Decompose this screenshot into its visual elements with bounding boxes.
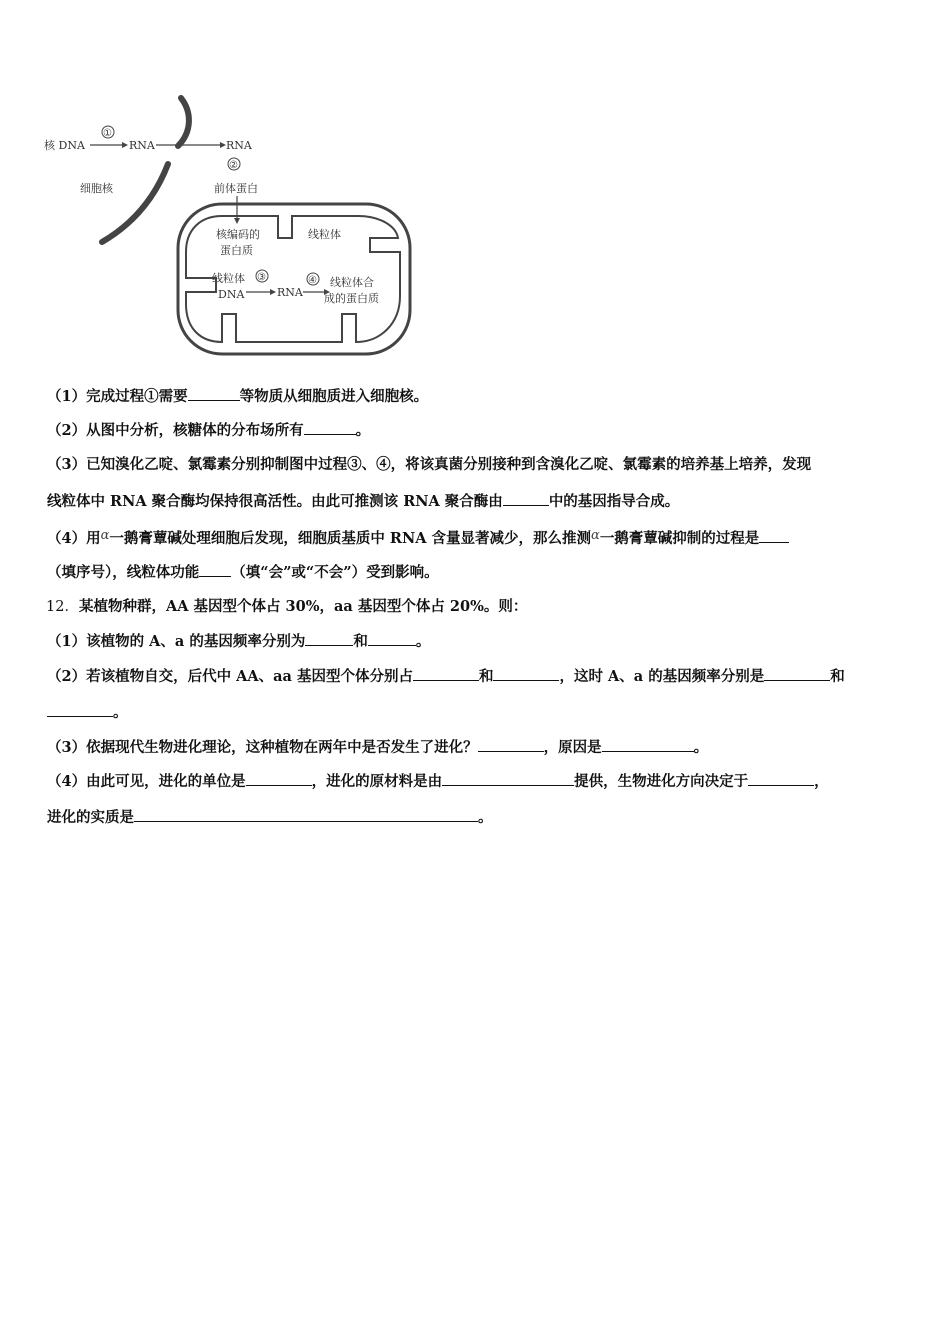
answer-blank[interactable] (246, 771, 312, 786)
q12-part2-text-d: 和 (830, 668, 845, 685)
answer-blank[interactable] (305, 631, 353, 646)
q12-part4-text-f: 。 (478, 809, 493, 826)
answer-blank[interactable] (304, 420, 356, 435)
nuclear-dna-label: 核 DNA (44, 139, 85, 152)
q11-part3-text-b: 中的基因指导合成。 (548, 493, 680, 510)
nucleus-label: 细胞核 (80, 182, 113, 195)
question-number: 12． (46, 599, 79, 615)
answer-blank[interactable] (442, 771, 574, 786)
rna2-label: RNA (226, 139, 252, 152)
q11-part2 (47, 420, 909, 441)
q12-part4-text-b: ，进化的原材料是由 (311, 773, 443, 790)
q12-part4-text-e: 进化的实质是 (47, 809, 134, 826)
q11-part4-line2 (47, 562, 909, 583)
q12-part3 (47, 737, 909, 758)
answer-blank[interactable] (493, 666, 559, 681)
answer-blank[interactable] (503, 491, 549, 506)
answer-blank[interactable] (47, 702, 113, 717)
answer-blank[interactable] (188, 386, 240, 401)
q11-part1 (47, 386, 909, 407)
q12-part4-line1 (47, 771, 909, 792)
answer-blank[interactable] (134, 807, 478, 822)
q11-part3-text-1: （3）已知溴化乙啶、氯霉素分别抑制图中过程③、④，将该真菌分别接种到含溴化乙啶、氯霉素的培养基上培养，发现 (47, 456, 812, 473)
q11-part1-text-a: （1）完成过程①需要 (47, 388, 188, 405)
q12-part4-text-c: 提供，生物进化方向决定于 (574, 773, 749, 790)
q12-part3-text-b: ，原因是 (543, 739, 602, 756)
q12-part1-text-c: 。 (415, 633, 431, 650)
q12-part4-text-d: ， (814, 773, 829, 790)
precursor-label: 前体蛋白 (214, 182, 258, 195)
rna3-label: RNA (277, 286, 303, 299)
answer-blank[interactable] (764, 666, 830, 681)
q12-part2-text-b: 和 (478, 668, 494, 685)
q11-part4-text-c: 一鹅膏蕈碱抑制的过程是 (599, 530, 760, 547)
nuclear-membrane-lower (102, 164, 168, 242)
q12-part2-line1 (47, 666, 909, 687)
q11-part2-text-b: 。 (355, 422, 371, 439)
q11-part2-text-a: （2）从图中分析，核糖体的分布场所有 (47, 422, 304, 439)
q12-part1-text-b: 和 (353, 633, 368, 650)
q11-part4-text-a: （4）用 (47, 530, 101, 547)
answer-blank[interactable] (413, 666, 479, 681)
answer-blank[interactable] (602, 737, 694, 752)
alpha-symbol: α (100, 528, 110, 543)
mt-dna-label-1: 线粒体 (212, 272, 245, 285)
q12-part2-text-a: （2）若该植物自交，后代中 AA、aa 基因型个体分别占 (47, 668, 413, 685)
q12-part1 (47, 631, 909, 652)
q12-part1-text-a: （1）该植物的 A、a 的基因频率分别为 (47, 633, 306, 650)
q12-stem-text: 某植物种群，AA 基因型个体占 30%，aa 基因型个体占 20%。则： (78, 598, 528, 615)
step2-label: ② (229, 160, 238, 171)
alpha-symbol: α (591, 528, 600, 543)
q11-part4-line1 (47, 526, 909, 549)
answer-blank[interactable] (748, 771, 814, 786)
q12-part4-line2 (47, 807, 909, 828)
answer-blank[interactable] (368, 631, 416, 646)
nuclear-coded-label-1: 核编码的 (216, 228, 260, 241)
q12-part4-text-a: （4）由此可见，进化的单位是 (47, 773, 246, 790)
q12-part3-text-a: （3）依据现代生物进化理论，这种植物在两年中是否发生了进化？ (47, 739, 478, 756)
q11-part3-line2 (47, 491, 909, 512)
nuclear-membrane-upper (178, 98, 189, 146)
answer-blank[interactable] (759, 528, 789, 543)
step3-label: ③ (257, 272, 266, 283)
mt-protein-label-1: 线粒体合 (330, 276, 374, 289)
q11-part3-text-a: 线粒体中 RNA 聚合酶均保持很高活性。由此可推测该 RNA 聚合酶由 (47, 493, 503, 510)
q11-part4-text-b: 一鹅膏蕈碱处理细胞后发现，细胞质基质中 RNA 含量显著减少，那么推测 (109, 530, 592, 547)
answer-blank[interactable] (478, 737, 544, 752)
step1-label: ① (103, 128, 112, 139)
q11-part4-text-e: （填“会”或“不会”）受到影响。 (231, 564, 439, 581)
q12-part2-text-e: 。 (113, 704, 128, 721)
mitochondria-protein-diagram (40, 92, 420, 362)
rna1-label: RNA (129, 139, 155, 152)
q12-stem (46, 597, 908, 617)
step4-label: ④ (308, 275, 317, 286)
mt-dna-label-2: DNA (218, 288, 245, 301)
q12-part2-line2 (47, 702, 909, 723)
nuclear-coded-label-2: 蛋白质 (220, 244, 253, 257)
mt-protein-label-2: 成的蛋白质 (324, 292, 379, 305)
answer-blank[interactable] (199, 562, 231, 577)
q11-part4-text-d: （填序号），线粒体功能 (47, 564, 200, 581)
mitochondrion-label: 线粒体 (308, 228, 341, 241)
q12-part3-text-c: 。 (693, 739, 709, 756)
q12-part2-text-c: ，这时 A、a 的基因频率分别是 (559, 668, 765, 685)
q11-part1-text-b: 等物质从细胞质进入细胞核。 (239, 388, 429, 405)
q11-part3-line1 (47, 455, 909, 475)
